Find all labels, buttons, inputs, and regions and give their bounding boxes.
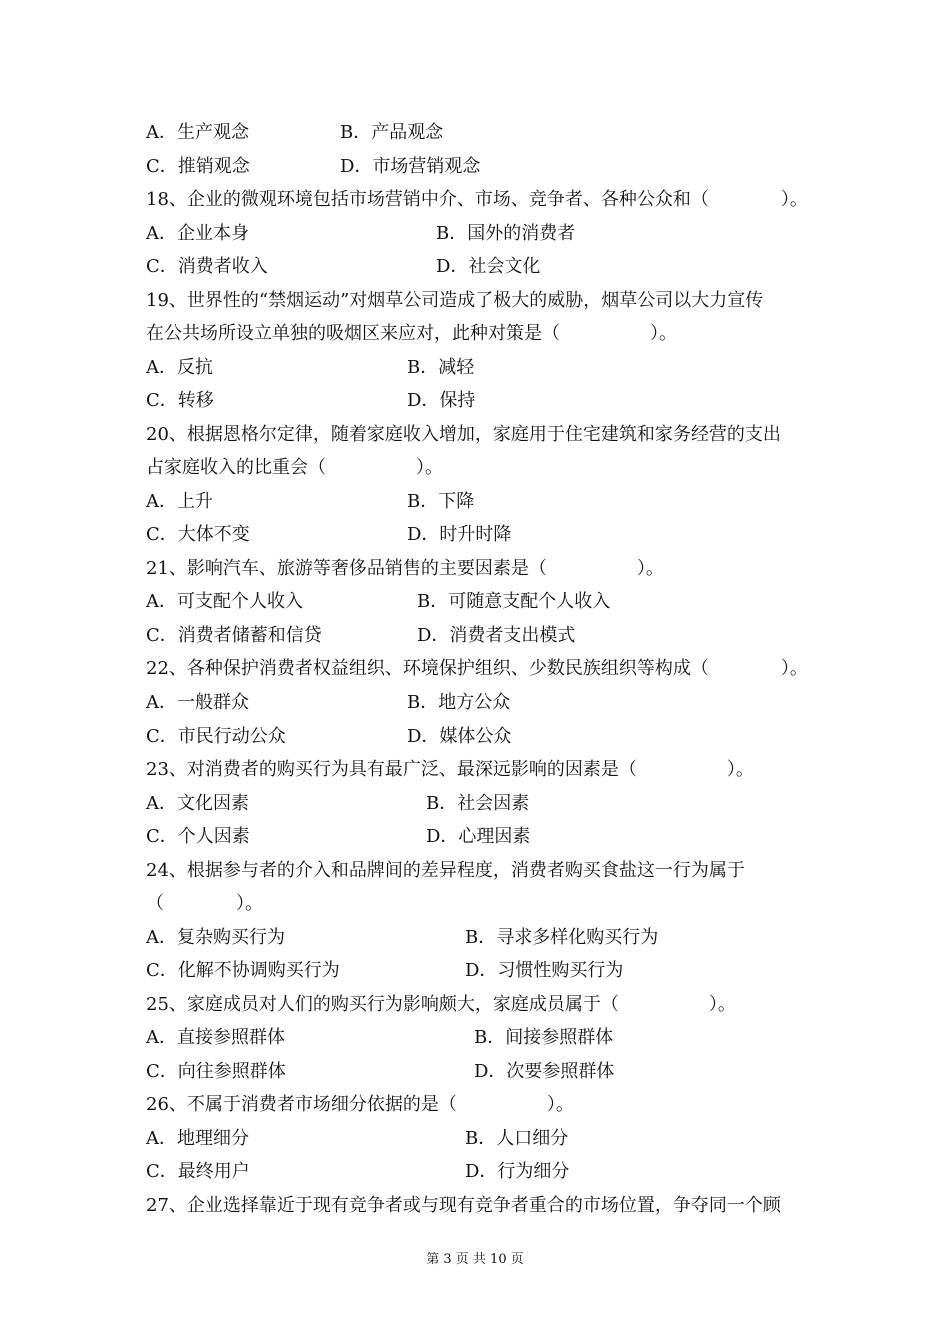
q22-option-b: B．地方公众 — [407, 692, 511, 713]
q19-option-b: B．减轻 — [407, 357, 475, 378]
q18-option-b: B．国外的消费者 — [436, 223, 576, 244]
q22-option-c: C．市民行动公众 — [146, 726, 286, 747]
q19-option-d: D．保持 — [407, 390, 476, 411]
q17-option-b: B．产品观念 — [340, 122, 444, 143]
page-number-footer: 第 3 页 共 10 页 — [426, 1252, 524, 1267]
q21-option-d: D．消费者支出模式 — [417, 625, 576, 646]
q18-option-a: A．企业本身 — [146, 223, 249, 244]
q21-option-a: A．可支配个人收入 — [146, 591, 303, 612]
q26-option-d: D．行为细分 — [465, 1161, 570, 1182]
q19-stem-line1: 19、世界性的“禁烟运动”对烟草公司造成了极大的威胁，烟草公司以大力宣传 — [146, 290, 764, 311]
q17-option-a: A．生产观念 — [146, 122, 249, 143]
q19-option-a: A．反抗 — [146, 357, 213, 378]
q24-option-d: D．习惯性购买行为 — [465, 960, 624, 981]
q26-option-c: C．最终用户 — [146, 1161, 250, 1182]
q26-stem: 26、不属于消费者市场细分依据的是（ ）。 — [146, 1094, 574, 1115]
q19-stem-line2: 在公共场所设立单独的吸烟区来应对，此种对策是（ ）。 — [146, 323, 677, 344]
q25-stem: 25、家庭成员对人们的购买行为影响颇大，家庭成员属于（ ）。 — [146, 994, 736, 1015]
q21-option-c: C．消费者储蓄和信贷 — [146, 625, 322, 646]
q18-option-c: C．消费者收入 — [146, 256, 268, 277]
q19-option-c: C．转移 — [146, 390, 214, 411]
q26-option-b: B．人口细分 — [465, 1128, 569, 1149]
q25-option-d: D．次要参照群体 — [474, 1061, 615, 1082]
q23-stem: 23、对消费者的购买行为具有最广泛、最深远影响的因素是（ ）。 — [146, 759, 754, 780]
q27-stem-line1: 27、企业选择靠近于现有竞争者或与现有竞争者重合的市场位置，争夺同一个顾 — [146, 1195, 781, 1216]
q23-option-b: B．社会因素 — [426, 793, 530, 814]
q24-option-a: A．复杂购买行为 — [146, 927, 285, 948]
q22-option-a: A．一般群众 — [146, 692, 249, 713]
q23-option-a: A．文化因素 — [146, 793, 249, 814]
q23-option-d: D．心理因素 — [426, 826, 531, 847]
q17-option-c: C．推销观念 — [146, 156, 250, 177]
q22-option-d: D．媒体公众 — [407, 726, 512, 747]
q18-option-d: D．社会文化 — [436, 256, 541, 277]
q25-option-c: C．向往参照群体 — [146, 1061, 286, 1082]
q21-stem: 21、影响汽车、旅游等奢侈品销售的主要因素是（ ）。 — [146, 558, 664, 579]
q17-option-d: D．市场营销观念 — [340, 156, 481, 177]
q22-stem: 22、各种保护消费者权益组织、环境保护组织、少数民族组织等构成（ ）。 — [146, 658, 808, 679]
q20-option-d: D．时升时降 — [407, 524, 512, 545]
q24-option-b: B．寻求多样化购买行为 — [465, 927, 659, 948]
q24-stem-line1: 24、根据参与者的介入和品牌间的差异程度，消费者购买食盐这一行为属于 — [146, 860, 745, 881]
q20-stem-line2: 占家庭收入的比重会（ ）。 — [146, 457, 443, 478]
q23-option-c: C．个人因素 — [146, 826, 250, 847]
q26-option-a: A．地理细分 — [146, 1128, 249, 1149]
q25-option-a: A．直接参照群体 — [146, 1027, 285, 1048]
q25-option-b: B．间接参照群体 — [474, 1027, 614, 1048]
q21-option-b: B．可随意支配个人收入 — [417, 591, 611, 612]
q24-stem-line2: （ ）。 — [146, 893, 263, 914]
q20-option-a: A．上升 — [146, 491, 213, 512]
q20-stem-line1: 20、根据恩格尔定律，随着家庭收入增加，家庭用于住宅建筑和家务经营的支出 — [146, 424, 781, 445]
q20-option-b: B．下降 — [407, 491, 475, 512]
q24-option-c: C．化解不协调购买行为 — [146, 960, 340, 981]
q18-stem: 18、企业的微观环境包括市场营销中介、市场、竞争者、各种公众和（ ）。 — [146, 189, 808, 210]
q20-option-c: C．大体不变 — [146, 524, 250, 545]
